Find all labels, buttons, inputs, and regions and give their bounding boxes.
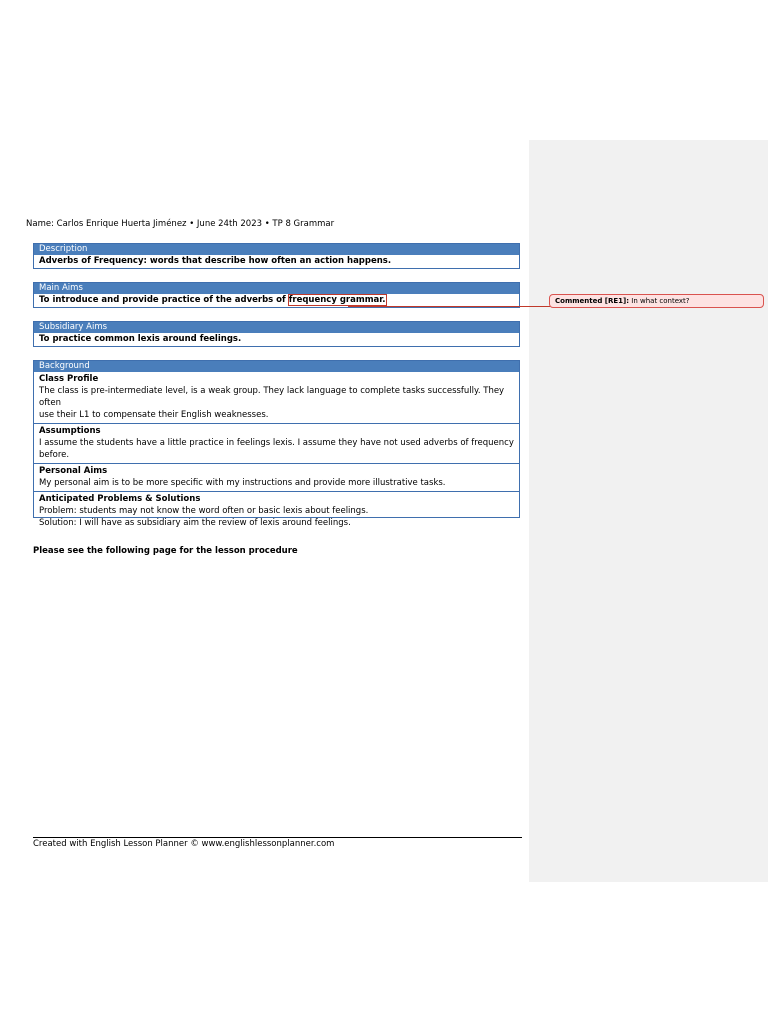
subsidiary-aims-box — [33, 321, 520, 347]
description-title: Description — [34, 244, 519, 255]
class-profile-section — [34, 372, 519, 423]
main-aims-text-start: To introduce and provide practice of the adverbs of — [39, 295, 289, 305]
assumptions-heading: Assumptions — [39, 426, 101, 436]
background-title: Background — [34, 361, 519, 372]
assumptions-section — [34, 423, 519, 463]
description-text: Adverbs of Frequency: words that describe how often an action happens. — [39, 256, 392, 266]
class-profile-heading: Class Profile — [39, 374, 99, 384]
class-profile-line: use their L1 to compensate their English weaknesses. — [39, 410, 269, 420]
assumptions-line: I assume the students have a little practice in feelings lexis. I assume they have not used adverbs of frequency — [39, 438, 514, 448]
comment-bubble[interactable] — [549, 294, 764, 308]
problems-solutions-heading: Anticipated Problems & Solutions — [39, 494, 201, 504]
main-aims-title: Main Aims — [34, 283, 519, 294]
commented-text-highlight[interactable]: frequency grammar. — [288, 295, 386, 305]
comments-pane — [529, 140, 768, 882]
comment-connector-line — [348, 306, 550, 307]
footer-divider — [33, 837, 522, 838]
class-profile-line: The class is pre-intermediate level, is a weak group. They lack language to complete tasks successfully. They often — [39, 386, 505, 408]
subsidiary-aims-text: To practice common lexis around feelings. — [39, 334, 242, 344]
assumptions-line: before. — [39, 450, 70, 460]
comment-label: Commented [RE1]: — [555, 297, 630, 305]
problems-line: Problem: students may not know the word often or basic lexis about feelings. — [39, 506, 369, 516]
problems-solutions-section — [34, 491, 519, 531]
personal-aims-line: My personal aim is to be more specific with my instructions and provide more illustrative tasks. — [39, 478, 446, 488]
personal-aims-heading: Personal Aims — [39, 466, 108, 476]
footer-text: Created with English Lesson Planner © www.englishlessonplanner.com — [33, 839, 335, 849]
main-aims-box — [33, 282, 520, 308]
subsidiary-aims-title: Subsidiary Aims — [34, 322, 519, 333]
description-box — [33, 243, 520, 269]
comment-text: In what context? — [629, 297, 690, 305]
personal-aims-section — [34, 463, 519, 491]
header-line: Name: Carlos Enrique Huerta Jiménez • June 24th 2023 • TP 8 Grammar — [26, 219, 335, 229]
procedure-note: Please see the following page for the lesson procedure — [33, 546, 298, 556]
background-box — [33, 360, 520, 528]
solutions-line: Solution: I will have as subsidiary aim the review of lexis around feelings. — [39, 518, 351, 528]
